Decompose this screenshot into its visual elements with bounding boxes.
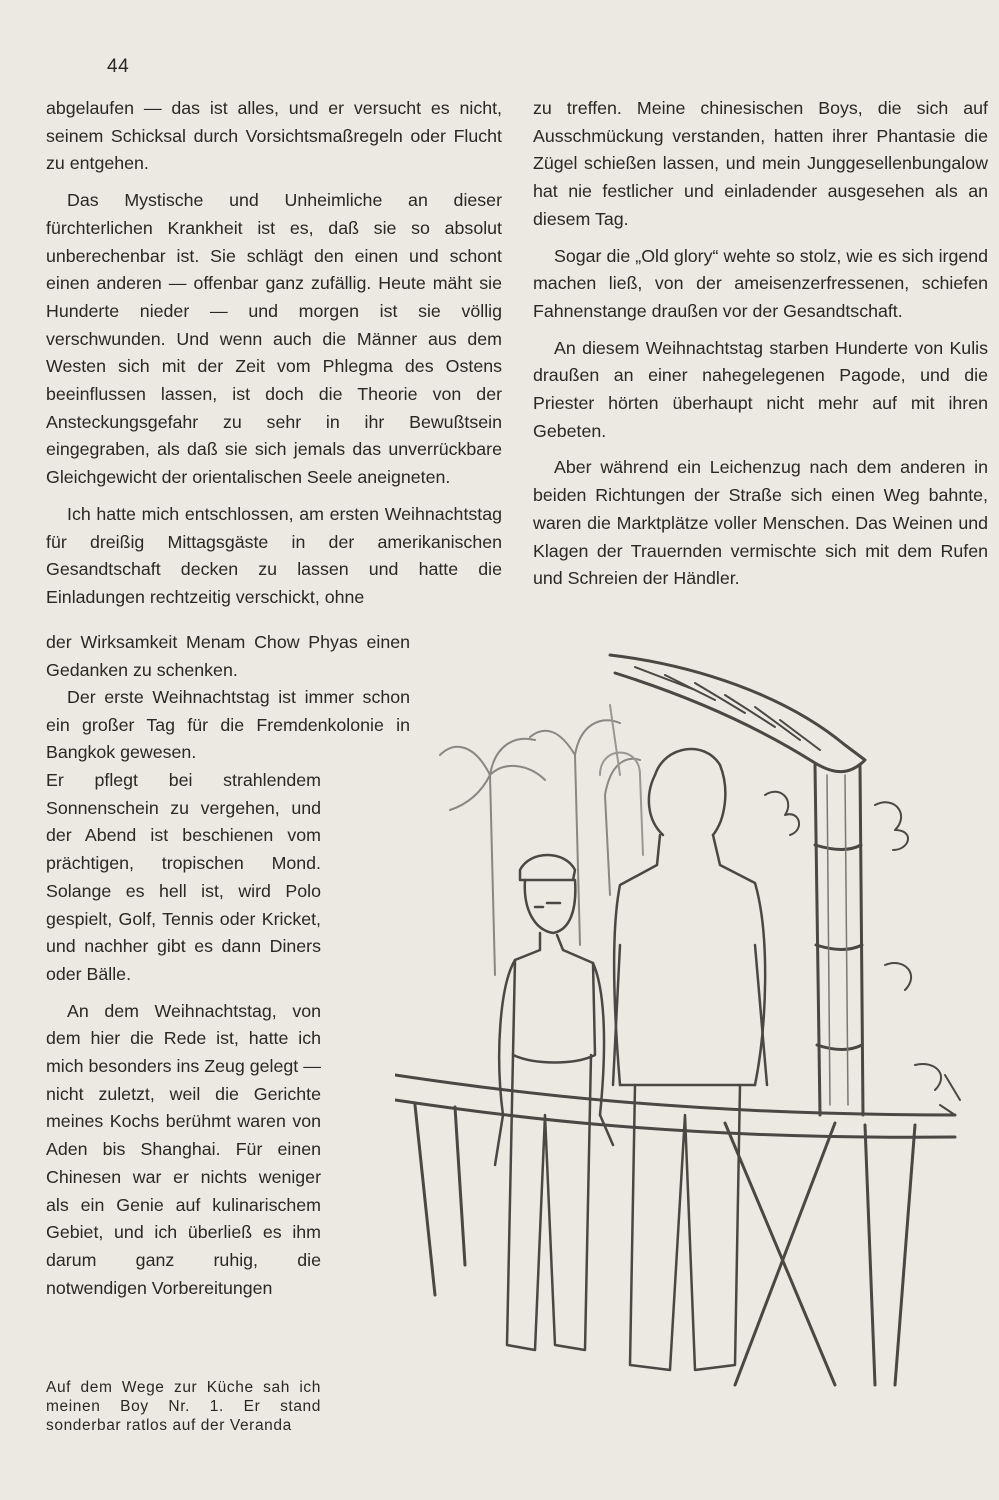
right-paragraph-3: An diesem Weihnachtstag starben Hunderte von Kulis draußen an einer nahegelegenen Pagode, und die Priester hörten überhaupt nicht mehr auf mit ihren Gebeten. bbox=[533, 337, 988, 441]
left-column bbox=[46, 95, 502, 621]
left-paragraph-3-end: der Wirksamkeit Menam Chow Phyas einen Gedanken zu schenken. bbox=[46, 632, 410, 680]
illustration-caption: Auf dem Wege zur Küche sah ich meinen Boy Nr. 1. Er stand sonderbar ratlos auf der Veranda bbox=[46, 1379, 321, 1434]
left-paragraph-1: abgelaufen — das ist alles, und er versucht es nicht, seinem Schicksal durch Vorsichtsmaßregeln oder Flucht zu entgehen. bbox=[46, 98, 502, 174]
left-paragraph-4-cont: Er pflegt bei strahlendem Sonnenschein zu vergehen, und der Abend ist beschienen vom prächtigen, tropischen Mond. Solange es hell ist, wird Polo gespielt, Golf, Tennis oder Kricket, und nachher gibt es dann Diners oder Bälle. bbox=[46, 770, 321, 984]
left-column-narrow bbox=[46, 767, 321, 1311]
right-paragraph-1: zu treffen. Meine chinesischen Boys, die sich auf Ausschmückung verstanden, hatten ihrer Phantasie die Zügel schießen lassen, und mein Junggesellenbungalow hat nie festlicher und einladender ausgesehen als an diesem Tag. bbox=[533, 98, 988, 229]
page-number: 44 bbox=[107, 56, 130, 77]
veranda-sketch-illustration bbox=[395, 645, 995, 1435]
bamboo-railing bbox=[395, 1075, 955, 1385]
roof-beam bbox=[610, 655, 865, 772]
left-column-mid bbox=[46, 684, 410, 776]
left-paragraph-2: Das Mystische und Unheimliche an dieser fürchterlichen Krankheit ist es, daß sie so absolut unberechenbar ist. Sie schlägt den einen und schont einen anderen — offenbar ganz zufällig. Heute mäht sie Hunderte nieder — und morgen ist sie völlig verschwunden. Und wenn auch die Männer aus dem Westen sich mit der Zeit vom Phlegma des Ostens beeinflussen lassen, ist doch die Theorie von der Ansteckungsgefahr zu sehr in ihr Bewußtsein eingegraben, als daß sie sich jemals das unverrückbare Gleichgewicht der orientalischen Seele aneigneten. bbox=[46, 190, 502, 488]
boy-figure bbox=[495, 855, 613, 1350]
right-paragraph-4: Aber während ein Leichenzug nach dem anderen in beiden Richtungen der Straße sich einen Weg bahnte, waren die Marktplätze voller Menschen. Das Weinen und Klagen der Trauernden vermischte sich mit dem Rufen und Schreien der Händler. bbox=[533, 457, 988, 589]
right-column bbox=[533, 95, 988, 602]
left-paragraph-5: An dem Weihnachtstag, von dem hier die Rede ist, hatte ich mich besonders ins Zeug gelegt — nicht zuletzt, weil die Gerichte meines Kochs berühmt waren von Aden bis Shanghai. Für einen Chinesen war er nichts weniger als ein Genie auf kulinarischem Gebiet, und ich überließ es ihm darum ganz ruhig, die notwendigen Vorbereitungen bbox=[46, 1000, 321, 1298]
right-paragraph-2: Sogar die „Old glory“ wehte so stolz, wie es sich irgend machen ließ, von der ameisenzerfressenen, schiefen Fahnenstange draußen vor der Gesandtschaft. bbox=[533, 245, 988, 321]
left-paragraph-3: Ich hatte mich entschlossen, am ersten Weihnachtstag für dreißig Mittagsgäste in der amerikanischen Gesandtschaft decken zu lassen und hatte die Einladungen rechtzeitig verschickt, ohne bbox=[46, 503, 502, 607]
man-figure bbox=[613, 749, 767, 1370]
left-paragraph-4: Der erste Weihnachtstag ist immer schon ein großer Tag für die Fremdenkolonie in Bangkok gewesen. bbox=[46, 687, 410, 763]
bamboo-post bbox=[815, 765, 863, 1115]
